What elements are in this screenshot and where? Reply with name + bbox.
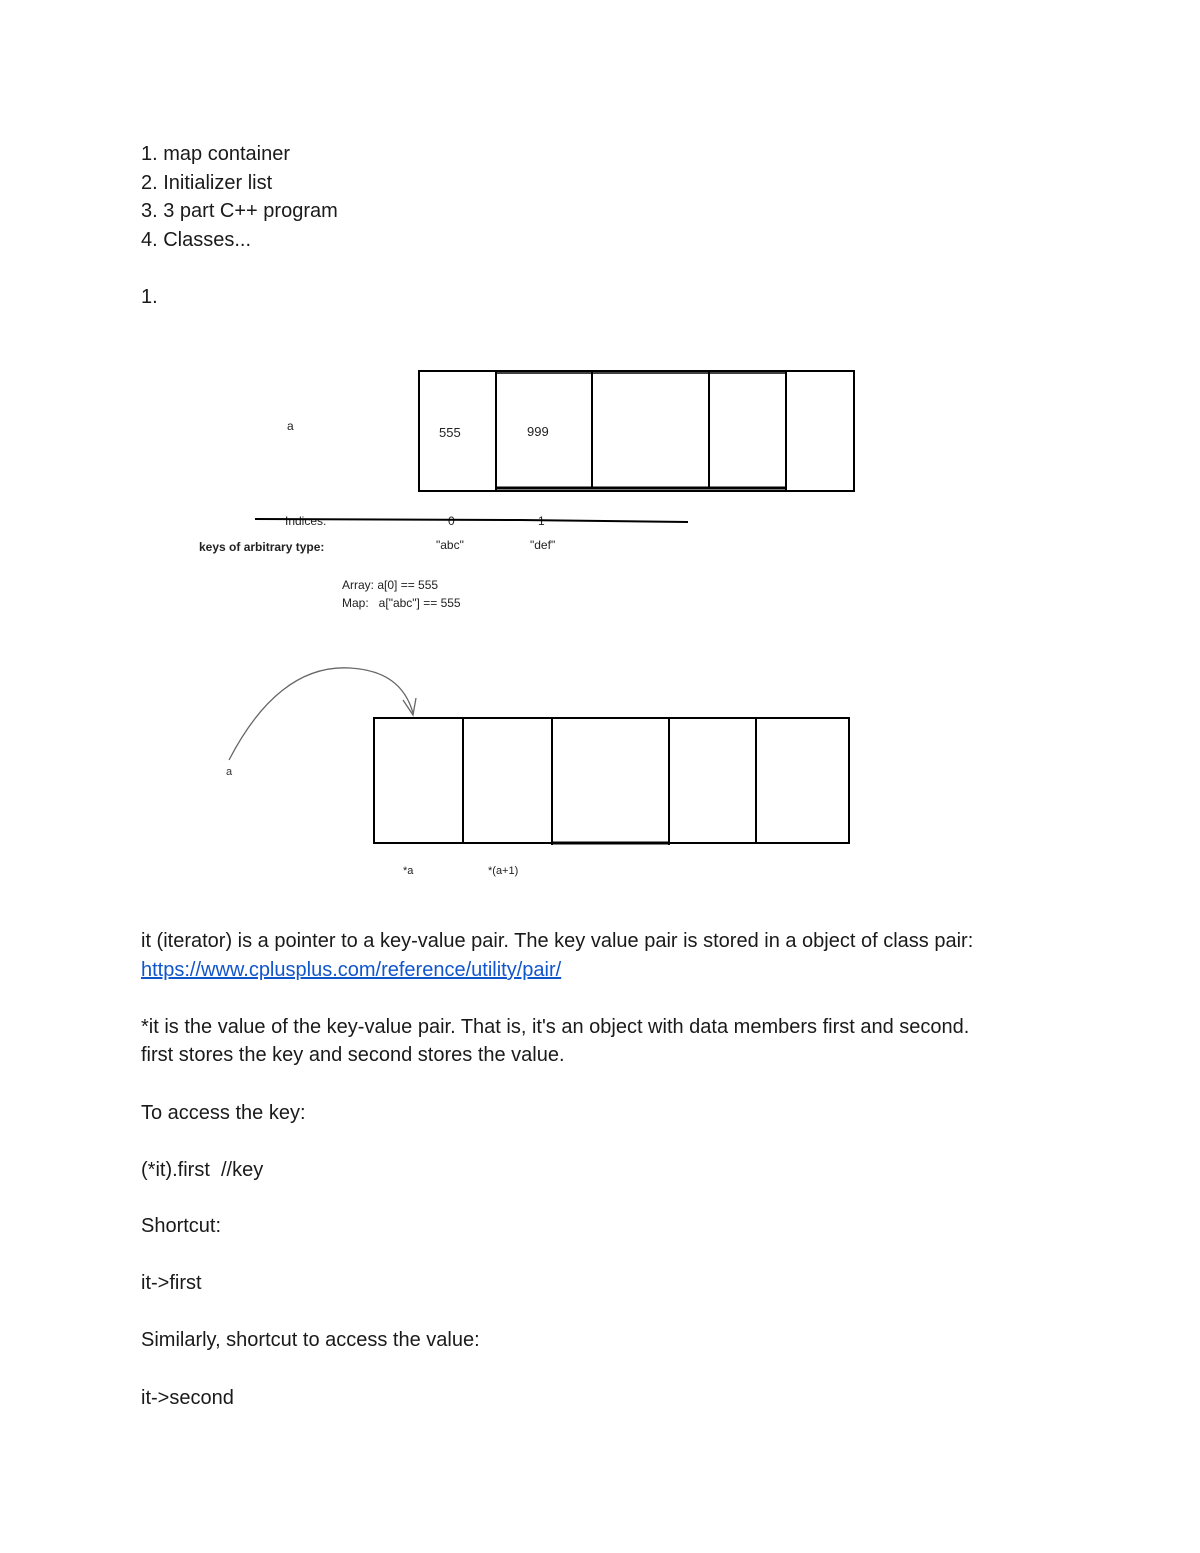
key-value-0: "abc" (436, 538, 464, 552)
section-number: 1. (141, 286, 158, 308)
array2-outline (374, 718, 849, 843)
access-key-text: To access the key: (141, 1102, 306, 1124)
cell-value-0: 555 (439, 425, 461, 440)
indices-label: Indices: (285, 514, 327, 528)
outline-item-3: 3. 3 part C++ program (141, 200, 338, 222)
key-value-1: "def" (530, 538, 556, 552)
value-shortcut-code: it->second (141, 1387, 234, 1409)
deref-paragraph-line-2: first stores the key and second stores the value. (141, 1044, 565, 1066)
pointer-array-diagram (374, 718, 849, 845)
index-value-1: 1 (538, 514, 545, 528)
arrowhead-icon (403, 698, 416, 715)
array-example: Array: a[0] == 555 (342, 578, 439, 592)
deref-label-0: *a (403, 865, 414, 877)
shortcut-label: Shortcut: (141, 1215, 222, 1237)
deref-paragraph-line-1: *it is the value of the key-value pair. That is, it's an object with data members first and second. (141, 1016, 970, 1038)
shortcut-code: it->first (141, 1272, 202, 1294)
array-outline (419, 371, 854, 491)
cell-value-1: 999 (527, 424, 549, 439)
iterator-paragraph: it (iterator) is a pointer to a key-value pair. The key value pair is stored in a object of class pair: (141, 930, 974, 952)
deref-label-1: *(a+1) (488, 865, 519, 877)
array-diagram (419, 371, 854, 491)
pointer-label: a (226, 766, 233, 778)
array-label: a (287, 419, 294, 433)
pointer-arrow-curve (229, 668, 413, 760)
outline-item-2: 2. Initializer list (141, 172, 273, 194)
keys-label: keys of arbitrary type: (199, 540, 325, 554)
outline-item-1: 1. map container (141, 143, 290, 165)
index-value-0: 0 (448, 514, 455, 528)
outline-item-4: 4. Classes... (141, 229, 252, 251)
value-shortcut-label: Similarly, shortcut to access the value: (141, 1329, 480, 1351)
pair-reference-link[interactable]: https://www.cplusplus.com/reference/utility/pair/ (141, 959, 562, 981)
code-key-text: (*it).first //key (141, 1159, 264, 1181)
map-example: Map: a["abc"] == 555 (342, 596, 461, 610)
